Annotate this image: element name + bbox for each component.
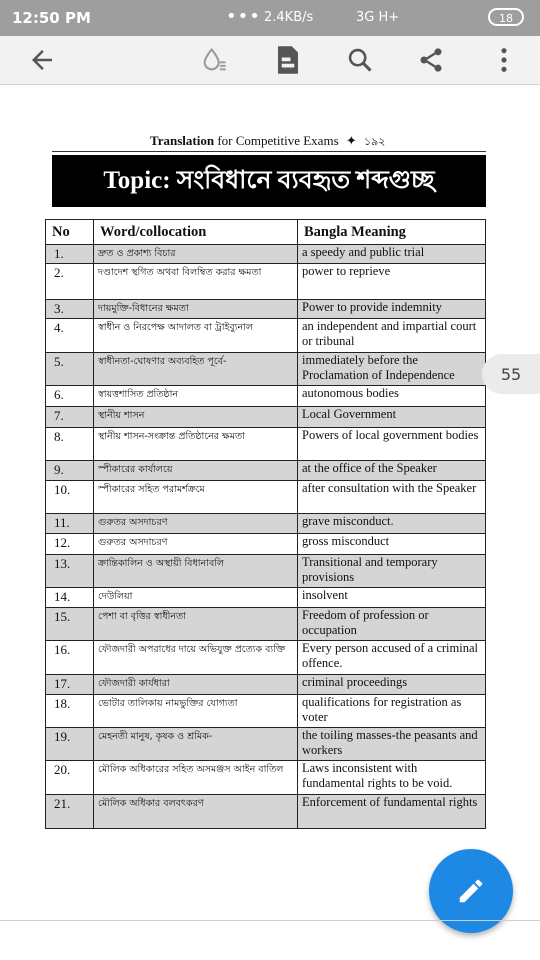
row-number: 3. (46, 300, 94, 319)
row-english-meaning: qualifications for registration as voter (298, 695, 486, 728)
app-toolbar (0, 36, 540, 85)
row-number: 19. (46, 728, 94, 761)
table-row (46, 641, 486, 675)
row-english-meaning: Freedom of profession or occupation (298, 608, 486, 641)
row-number: 12. (46, 534, 94, 555)
table-row (46, 245, 486, 264)
table-row (46, 588, 486, 608)
row-bangla-word: দায়মুক্তি-বিধানের ক্ষমতা (94, 300, 298, 319)
document-icon[interactable] (270, 42, 306, 78)
row-english-meaning: criminal proceedings (298, 675, 486, 695)
table-row (46, 728, 486, 761)
row-english-meaning: Laws inconsistent with fundamental rights to be void. (298, 761, 486, 795)
back-arrow-icon[interactable] (24, 42, 60, 78)
status-bar (0, 0, 540, 36)
table-row (46, 608, 486, 641)
column-header-word: Word/collocation (94, 220, 298, 245)
row-english-meaning: insolvent (298, 588, 486, 608)
row-number: 9. (46, 461, 94, 481)
status-net-speed: 2.4KB/s (264, 10, 314, 25)
row-english-meaning: a speedy and public trial (298, 245, 486, 264)
row-number: 20. (46, 761, 94, 795)
row-number: 16. (46, 641, 94, 675)
row-bangla-word: মৌলিক অধিকারের সহিত অসমঞ্জস আইন বাতিল (94, 761, 298, 795)
row-number: 6. (46, 386, 94, 407)
row-english-meaning: the toiling masses-the peasants and workers (298, 728, 486, 761)
table-row (46, 353, 486, 386)
row-english-meaning: Transitional and temporary provisions (298, 555, 486, 588)
table-row (46, 319, 486, 353)
row-bangla-word: মৌলিক অধিকার বলবৎকরণ (94, 795, 298, 829)
header-star: ✦ (345, 133, 357, 148)
row-number: 10. (46, 481, 94, 514)
row-bangla-word: স্পীকারের সহিত পরামর্শক্রমে (94, 481, 298, 514)
topic-banner: Topic: সংবিধানে ব্যবহৃত শব্দগুচ্ছ (52, 155, 486, 207)
row-english-meaning: Local Government (298, 407, 486, 428)
row-english-meaning: Enforcement of fundamental rights (298, 795, 486, 829)
row-bangla-word: গুরুতর অসদাচরণ (94, 514, 298, 534)
ink-drop-icon[interactable] (196, 42, 232, 78)
row-bangla-word: মেহনতী মানুষ, কৃষক ও শ্রমিক- (94, 728, 298, 761)
row-number: 14. (46, 588, 94, 608)
page-indicator: 55 (482, 354, 540, 394)
row-bangla-word: দেউলিয়া (94, 588, 298, 608)
row-bangla-word: গুরুতর অসদাচরণ (94, 534, 298, 555)
row-number: 17. (46, 675, 94, 695)
row-bangla-word: স্বাধীন ও নিরপেক্ষ আদালত বা ট্রাইব্যুনাল (94, 319, 298, 353)
row-number: 15. (46, 608, 94, 641)
row-number: 1. (46, 245, 94, 264)
row-english-meaning: after consultation with the Speaker (298, 481, 486, 514)
row-english-meaning: immediately before the Proclamation of Independence (298, 353, 486, 386)
row-bangla-word: স্থানীয় শাসন (94, 407, 298, 428)
row-english-meaning: an independent and impartial court or tribunal (298, 319, 486, 353)
row-number: 18. (46, 695, 94, 728)
table-row (46, 428, 486, 461)
row-bangla-word: ভোটার তালিকায় নামভুক্তির যোগ্যতা (94, 695, 298, 728)
row-english-meaning: power to reprieve (298, 264, 486, 300)
row-bangla-word: স্বায়ত্তশাসিত প্রতিষ্ঠান (94, 386, 298, 407)
edit-pencil-icon (456, 876, 486, 906)
header-title-rest: for Competitive Exams (214, 133, 339, 148)
table-row (46, 264, 486, 300)
row-english-meaning: autonomous bodies (298, 386, 486, 407)
row-bangla-word: দণ্ডাদেশ স্থগিত অথবা বিলম্বিত করার ক্ষমতা (94, 264, 298, 300)
row-number: 4. (46, 319, 94, 353)
row-english-meaning: at the office of the Speaker (298, 461, 486, 481)
table-row (46, 481, 486, 514)
more-vert-icon[interactable] (486, 42, 522, 78)
row-number: 11. (46, 514, 94, 534)
table-row (46, 695, 486, 728)
row-number: 13. (46, 555, 94, 588)
status-dots: ••• (226, 6, 261, 27)
table-row (46, 300, 486, 319)
table-row (46, 675, 486, 695)
bottom-divider (0, 920, 540, 921)
table-header-row (46, 220, 486, 245)
status-time: 12:50 PM (12, 9, 91, 27)
row-bangla-word: পেশা বা বৃত্তির স্বাধীনতা (94, 608, 298, 641)
table-row (46, 555, 486, 588)
row-bangla-word: স্বাধীনতা-ঘোষণার অব্যবহিত পূর্বে- (94, 353, 298, 386)
row-number: 2. (46, 264, 94, 300)
row-english-meaning: Powers of local government bodies (298, 428, 486, 461)
row-bangla-word: ফৌজদারী অপরাধের দায়ে অভিযুক্ত প্রত্যেক ব্যক্তি (94, 641, 298, 675)
row-number: 8. (46, 428, 94, 461)
row-number: 7. (46, 407, 94, 428)
row-english-meaning: Every person accused of a criminal offence. (298, 641, 486, 675)
row-number: 21. (46, 795, 94, 829)
row-bangla-word: স্থানীয় শাসন-সংক্রান্ত প্রতিষ্ঠানের ক্ষমতা (94, 428, 298, 461)
status-signal: 3G H+ (356, 10, 400, 25)
share-icon[interactable] (413, 42, 449, 78)
row-english-meaning: grave misconduct. (298, 514, 486, 534)
table-row (46, 761, 486, 795)
row-english-meaning: gross misconduct (298, 534, 486, 555)
row-bangla-word: ক্রান্তিকালিন ও অস্থায়ী বিধানাবলি (94, 555, 298, 588)
table-row (46, 514, 486, 534)
table-row (46, 386, 486, 407)
table-row (46, 461, 486, 481)
vocabulary-table (45, 219, 486, 829)
table-row (46, 534, 486, 555)
header-page-number: ১৯২ (364, 135, 386, 148)
header-divider (52, 151, 486, 152)
header-title-bold: Translation (150, 133, 215, 148)
row-bangla-word: দ্রুত ও প্রকাশ্য বিচার (94, 245, 298, 264)
column-header-no: No (46, 220, 94, 245)
search-icon[interactable] (342, 42, 378, 78)
battery-icon: 18 (488, 8, 524, 26)
row-bangla-word: ফৌজদারী কার্যধারা (94, 675, 298, 695)
table-row (46, 407, 486, 428)
row-english-meaning: Power to provide indemnity (298, 300, 486, 319)
row-number: 5. (46, 353, 94, 386)
row-bangla-word: স্পীকারের কার্যালয়ে (94, 461, 298, 481)
page-header (150, 133, 385, 152)
column-header-meaning: Bangla Meaning (298, 220, 486, 245)
table-row (46, 795, 486, 829)
